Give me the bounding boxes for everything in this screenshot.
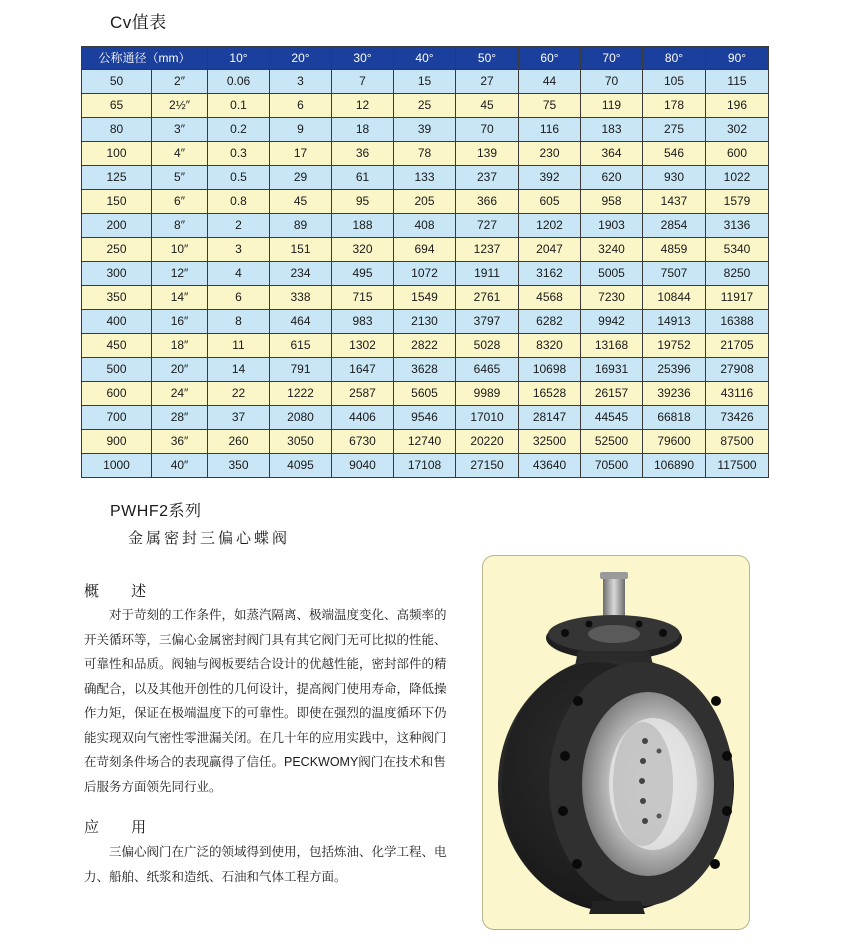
cell-cv-value: 3240 xyxy=(581,238,643,262)
cell-cv-value: 11 xyxy=(208,334,270,358)
cell-cv-value: 0.2 xyxy=(208,118,270,142)
cell-cv-value: 9040 xyxy=(332,454,394,478)
cell-cv-value: 73426 xyxy=(706,406,769,430)
cell-cv-value: 5005 xyxy=(581,262,643,286)
cell-cv-value: 17108 xyxy=(394,454,456,478)
cell-cv-value: 2 xyxy=(208,214,270,238)
column-header-angle: 70° xyxy=(581,47,643,70)
cell-nominal-inch: 18″ xyxy=(152,334,208,358)
cell-nominal-inch: 2½″ xyxy=(152,94,208,118)
cell-nominal-mm: 250 xyxy=(82,238,152,262)
column-header-angle: 10° xyxy=(208,47,270,70)
column-header-nominal-size: 公称通径（mm） xyxy=(82,47,208,70)
cell-cv-value: 45 xyxy=(270,190,332,214)
cell-cv-value: 338 xyxy=(270,286,332,310)
table-row xyxy=(82,238,769,262)
cell-cv-value: 39236 xyxy=(643,382,706,406)
cell-cv-value: 44545 xyxy=(581,406,643,430)
cell-cv-value: 27908 xyxy=(706,358,769,382)
cell-cv-value: 5028 xyxy=(456,334,519,358)
cell-cv-value: 70500 xyxy=(581,454,643,478)
cell-cv-value: 983 xyxy=(332,310,394,334)
cell-cv-value: 4406 xyxy=(332,406,394,430)
cell-cv-value: 8320 xyxy=(519,334,581,358)
cell-cv-value: 320 xyxy=(332,238,394,262)
cell-cv-value: 75 xyxy=(519,94,581,118)
cell-cv-value: 61 xyxy=(332,166,394,190)
cell-nominal-inch: 4″ xyxy=(152,142,208,166)
cell-cv-value: 260 xyxy=(208,430,270,454)
table-row xyxy=(82,358,769,382)
cell-nominal-inch: 12″ xyxy=(152,262,208,286)
cell-cv-value: 694 xyxy=(394,238,456,262)
cell-cv-value: 366 xyxy=(456,190,519,214)
cv-table-title: Cv值表 xyxy=(110,13,167,32)
cell-cv-value: 87500 xyxy=(706,430,769,454)
cell-cv-value: 7230 xyxy=(581,286,643,310)
table-row xyxy=(82,94,769,118)
cell-cv-value: 14 xyxy=(208,358,270,382)
cell-cv-value: 25396 xyxy=(643,358,706,382)
cell-cv-value: 183 xyxy=(581,118,643,142)
cell-nominal-inch: 3″ xyxy=(152,118,208,142)
cell-cv-value: 1237 xyxy=(456,238,519,262)
cell-nominal-inch: 8″ xyxy=(152,214,208,238)
column-header-angle: 60° xyxy=(519,47,581,70)
table-row xyxy=(82,118,769,142)
application-heading: 应 用 xyxy=(84,819,161,836)
table-row xyxy=(82,310,769,334)
cell-cv-value: 5340 xyxy=(706,238,769,262)
column-header-angle: 40° xyxy=(394,47,456,70)
cell-cv-value: 10698 xyxy=(519,358,581,382)
cell-cv-value: 95 xyxy=(332,190,394,214)
cell-cv-value: 12 xyxy=(332,94,394,118)
cell-nominal-inch: 5″ xyxy=(152,166,208,190)
cell-cv-value: 0.5 xyxy=(208,166,270,190)
cell-cv-value: 79600 xyxy=(643,430,706,454)
cell-cv-value: 188 xyxy=(332,214,394,238)
cell-nominal-mm: 200 xyxy=(82,214,152,238)
cell-cv-value: 1579 xyxy=(706,190,769,214)
cell-cv-value: 464 xyxy=(270,310,332,334)
cell-nominal-mm: 600 xyxy=(82,382,152,406)
cell-cv-value: 8250 xyxy=(706,262,769,286)
cell-nominal-inch: 16″ xyxy=(152,310,208,334)
cell-cv-value: 52500 xyxy=(581,430,643,454)
cell-nominal-mm: 50 xyxy=(82,70,152,94)
cell-cv-value: 9989 xyxy=(456,382,519,406)
cell-nominal-mm: 900 xyxy=(82,430,152,454)
cell-cv-value: 9546 xyxy=(394,406,456,430)
cell-cv-value: 36 xyxy=(332,142,394,166)
cell-cv-value: 2047 xyxy=(519,238,581,262)
cell-cv-value: 9942 xyxy=(581,310,643,334)
cell-cv-value: 237 xyxy=(456,166,519,190)
cell-cv-value: 2761 xyxy=(456,286,519,310)
cell-cv-value: 4568 xyxy=(519,286,581,310)
valve-photo-frame xyxy=(482,555,750,930)
cell-cv-value: 21705 xyxy=(706,334,769,358)
table-body xyxy=(82,70,769,478)
cell-cv-value: 4 xyxy=(208,262,270,286)
cell-nominal-inch: 10″ xyxy=(152,238,208,262)
cell-cv-value: 5605 xyxy=(394,382,456,406)
cell-cv-value: 39 xyxy=(394,118,456,142)
cell-cv-value: 17 xyxy=(270,142,332,166)
cell-cv-value: 105 xyxy=(643,70,706,94)
cell-nominal-inch: 6″ xyxy=(152,190,208,214)
cell-cv-value: 14913 xyxy=(643,310,706,334)
cell-cv-value: 600 xyxy=(706,142,769,166)
cell-cv-value: 106890 xyxy=(643,454,706,478)
cell-cv-value: 727 xyxy=(456,214,519,238)
cell-cv-value: 3162 xyxy=(519,262,581,286)
cell-cv-value: 133 xyxy=(394,166,456,190)
cell-cv-value: 116 xyxy=(519,118,581,142)
table-row xyxy=(82,406,769,430)
cell-cv-value: 1022 xyxy=(706,166,769,190)
cell-cv-value: 37 xyxy=(208,406,270,430)
product-series-title: PWHF2系列 xyxy=(110,503,202,520)
overview-heading: 概 述 xyxy=(84,583,161,600)
cell-cv-value: 234 xyxy=(270,262,332,286)
cell-cv-value: 20220 xyxy=(456,430,519,454)
table-row xyxy=(82,166,769,190)
cell-cv-value: 0.06 xyxy=(208,70,270,94)
column-header-angle: 80° xyxy=(643,47,706,70)
cell-cv-value: 958 xyxy=(581,190,643,214)
table-row xyxy=(82,382,769,406)
cell-nominal-inch: 2″ xyxy=(152,70,208,94)
overview-paragraph: 对于苛刻的工作条件，如蒸汽隔离、极端温度变化、高频率的开关循环等，三偏心金属密封阀门具有其它阀门无可比拟的性能、可靠性和品质。阀轴与阀板要结合设计的优越性能，密封部件的精确配合，以及其他开创性的几何设计，提高阀门使用寿命，降低操作力矩，保证在极端温度下的可靠性。即使在强烈的温度循环下仍能实现双向气密性零泄漏关闭。在几十年的应用实践中，这种阀门在苛刻条件场合的表现赢得了信任。PECKWOMY阀门在技术和售后服务方面领先同行业。 xyxy=(84,608,447,794)
cell-cv-value: 11917 xyxy=(706,286,769,310)
cell-cv-value: 196 xyxy=(706,94,769,118)
application-paragraph: 三偏心阀门在广泛的领域得到使用，包括炼油、化学工程、电力、船舶、纸浆和造纸、石油和气体工程方面。 xyxy=(84,845,447,884)
cell-cv-value: 0.1 xyxy=(208,94,270,118)
cell-nominal-inch: 14″ xyxy=(152,286,208,310)
cell-nominal-mm: 1000 xyxy=(82,454,152,478)
cell-cv-value: 1437 xyxy=(643,190,706,214)
butterfly-valve-illustration xyxy=(483,556,749,929)
cell-cv-value: 89 xyxy=(270,214,332,238)
cell-cv-value: 6465 xyxy=(456,358,519,382)
cell-nominal-inch: 28″ xyxy=(152,406,208,430)
cell-cv-value: 43116 xyxy=(706,382,769,406)
cell-cv-value: 230 xyxy=(519,142,581,166)
table-row xyxy=(82,70,769,94)
cell-cv-value: 6 xyxy=(270,94,332,118)
cell-cv-value: 6 xyxy=(208,286,270,310)
cell-cv-value: 10844 xyxy=(643,286,706,310)
cell-cv-value: 17010 xyxy=(456,406,519,430)
cell-cv-value: 13168 xyxy=(581,334,643,358)
table-row xyxy=(82,430,769,454)
cell-cv-value: 66818 xyxy=(643,406,706,430)
cell-nominal-inch: 24″ xyxy=(152,382,208,406)
cell-nominal-mm: 350 xyxy=(82,286,152,310)
cell-cv-value: 78 xyxy=(394,142,456,166)
cell-cv-value: 15 xyxy=(394,70,456,94)
cell-cv-value: 7507 xyxy=(643,262,706,286)
cell-nominal-mm: 450 xyxy=(82,334,152,358)
cell-cv-value: 1911 xyxy=(456,262,519,286)
cell-cv-value: 16388 xyxy=(706,310,769,334)
column-header-angle: 50° xyxy=(456,47,519,70)
cell-cv-value: 2080 xyxy=(270,406,332,430)
cell-cv-value: 3628 xyxy=(394,358,456,382)
cell-nominal-inch: 36″ xyxy=(152,430,208,454)
cell-cv-value: 4095 xyxy=(270,454,332,478)
cell-cv-value: 16931 xyxy=(581,358,643,382)
cell-cv-value: 6730 xyxy=(332,430,394,454)
cell-cv-value: 8 xyxy=(208,310,270,334)
cell-nominal-inch: 20″ xyxy=(152,358,208,382)
cell-nominal-mm: 125 xyxy=(82,166,152,190)
cell-cv-value: 620 xyxy=(581,166,643,190)
cell-cv-value: 115 xyxy=(706,70,769,94)
cell-cv-value: 1222 xyxy=(270,382,332,406)
cell-cv-value: 1549 xyxy=(394,286,456,310)
cell-cv-value: 0.8 xyxy=(208,190,270,214)
cell-cv-value: 1072 xyxy=(394,262,456,286)
cell-cv-value: 3 xyxy=(208,238,270,262)
table-row xyxy=(82,214,769,238)
cell-nominal-mm: 300 xyxy=(82,262,152,286)
cell-cv-value: 44 xyxy=(519,70,581,94)
cell-cv-value: 6282 xyxy=(519,310,581,334)
cell-cv-value: 408 xyxy=(394,214,456,238)
cell-nominal-inch: 40″ xyxy=(152,454,208,478)
cell-cv-value: 25 xyxy=(394,94,456,118)
cell-nominal-mm: 150 xyxy=(82,190,152,214)
cell-cv-value: 392 xyxy=(519,166,581,190)
cell-cv-value: 546 xyxy=(643,142,706,166)
cell-nominal-mm: 400 xyxy=(82,310,152,334)
cell-cv-value: 930 xyxy=(643,166,706,190)
cell-cv-value: 275 xyxy=(643,118,706,142)
cell-cv-value: 2587 xyxy=(332,382,394,406)
cell-cv-value: 1647 xyxy=(332,358,394,382)
cell-cv-value: 70 xyxy=(581,70,643,94)
table-row xyxy=(82,334,769,358)
table-row xyxy=(82,286,769,310)
cell-cv-value: 27150 xyxy=(456,454,519,478)
column-header-angle: 30° xyxy=(332,47,394,70)
cell-cv-value: 178 xyxy=(643,94,706,118)
cell-cv-value: 302 xyxy=(706,118,769,142)
cell-cv-value: 28147 xyxy=(519,406,581,430)
cell-cv-value: 205 xyxy=(394,190,456,214)
column-header-angle: 20° xyxy=(270,47,332,70)
cell-cv-value: 1202 xyxy=(519,214,581,238)
cell-cv-value: 2822 xyxy=(394,334,456,358)
table-row xyxy=(82,262,769,286)
cell-cv-value: 3050 xyxy=(270,430,332,454)
cell-cv-value: 9 xyxy=(270,118,332,142)
cell-cv-value: 364 xyxy=(581,142,643,166)
cell-cv-value: 16528 xyxy=(519,382,581,406)
cell-cv-value: 1302 xyxy=(332,334,394,358)
cell-cv-value: 4859 xyxy=(643,238,706,262)
cell-nominal-mm: 500 xyxy=(82,358,152,382)
cell-cv-value: 139 xyxy=(456,142,519,166)
cell-cv-value: 2130 xyxy=(394,310,456,334)
cell-cv-value: 3 xyxy=(270,70,332,94)
product-subtitle: 金属密封三偏心蝶阀 xyxy=(128,530,291,547)
table-row xyxy=(82,454,769,478)
cell-cv-value: 3136 xyxy=(706,214,769,238)
cell-cv-value: 29 xyxy=(270,166,332,190)
cell-nominal-mm: 80 xyxy=(82,118,152,142)
cell-cv-value: 26157 xyxy=(581,382,643,406)
cv-value-table xyxy=(81,46,769,478)
cell-cv-value: 2854 xyxy=(643,214,706,238)
cell-cv-value: 495 xyxy=(332,262,394,286)
cell-cv-value: 350 xyxy=(208,454,270,478)
cell-cv-value: 19752 xyxy=(643,334,706,358)
cell-cv-value: 119 xyxy=(581,94,643,118)
cell-cv-value: 791 xyxy=(270,358,332,382)
cell-cv-value: 7 xyxy=(332,70,394,94)
cell-cv-value: 615 xyxy=(270,334,332,358)
cell-cv-value: 0.3 xyxy=(208,142,270,166)
cell-cv-value: 715 xyxy=(332,286,394,310)
cell-nominal-mm: 700 xyxy=(82,406,152,430)
cell-cv-value: 18 xyxy=(332,118,394,142)
cell-cv-value: 151 xyxy=(270,238,332,262)
cell-cv-value: 43640 xyxy=(519,454,581,478)
cell-cv-value: 117500 xyxy=(706,454,769,478)
cell-cv-value: 1903 xyxy=(581,214,643,238)
cell-cv-value: 3797 xyxy=(456,310,519,334)
cell-nominal-mm: 65 xyxy=(82,94,152,118)
cell-cv-value: 12740 xyxy=(394,430,456,454)
cell-cv-value: 22 xyxy=(208,382,270,406)
cell-cv-value: 27 xyxy=(456,70,519,94)
cell-nominal-mm: 100 xyxy=(82,142,152,166)
cell-cv-value: 70 xyxy=(456,118,519,142)
table-row xyxy=(82,142,769,166)
column-header-angle: 90° xyxy=(706,47,769,70)
table-header-row xyxy=(82,47,769,70)
table-row xyxy=(82,190,769,214)
cell-cv-value: 45 xyxy=(456,94,519,118)
cell-cv-value: 32500 xyxy=(519,430,581,454)
cell-cv-value: 605 xyxy=(519,190,581,214)
